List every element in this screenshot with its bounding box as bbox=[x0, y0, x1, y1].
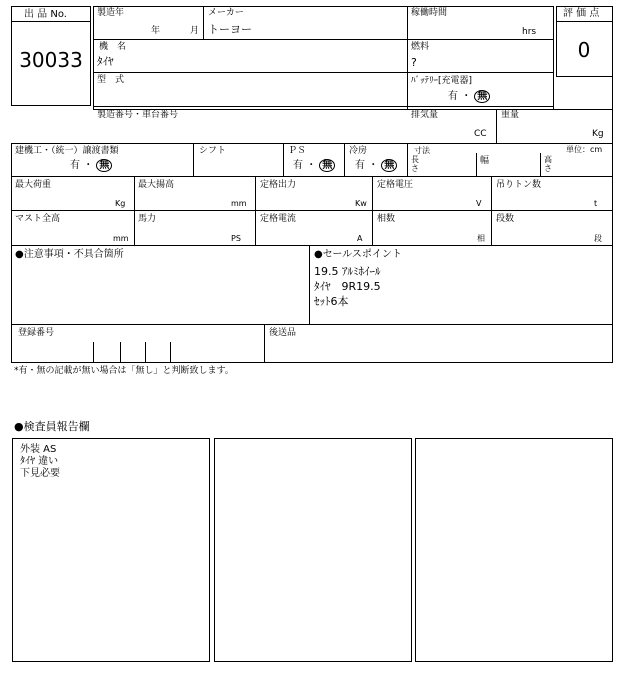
fuel-value: ? bbox=[411, 56, 417, 69]
rated-current-label: 定格電流 bbox=[260, 214, 297, 224]
mast-height-label: マスト全高 bbox=[15, 214, 61, 224]
steps-label: 段数 bbox=[496, 214, 515, 224]
cert-dot: ・ bbox=[83, 160, 94, 171]
lot-no-label: 出 品 No. bbox=[24, 9, 67, 20]
model-name-value: ﾀｲﾔ bbox=[97, 55, 114, 68]
cert-yes-no bbox=[70, 159, 112, 172]
sales-point-line-3: ｾｯﾄ6本 bbox=[314, 295, 349, 308]
weight-unit: Kg bbox=[592, 129, 604, 139]
cooler-dot: ・ bbox=[368, 160, 379, 171]
ps-yes-no bbox=[293, 159, 335, 172]
maker-label: メーカー bbox=[208, 8, 244, 18]
battery-dot: ・ bbox=[461, 91, 472, 102]
inspector-report-line-3: 下見必要 bbox=[20, 468, 60, 479]
dims-label: 寸法 bbox=[414, 146, 430, 155]
dims-unit: 単位：cm bbox=[566, 145, 603, 154]
rated-output-unit: Kw bbox=[355, 199, 367, 208]
year-unit: 年 bbox=[151, 26, 161, 36]
battery-no-circled: 無 bbox=[474, 90, 490, 103]
hours-unit: hrs bbox=[522, 27, 537, 37]
horsepower-label: 馬力 bbox=[138, 214, 157, 224]
hoist-ton-label: 吊りトン数 bbox=[496, 180, 542, 190]
inspector-report-line-1: 外装 AS bbox=[20, 444, 57, 455]
height-label: 高さ bbox=[544, 155, 552, 173]
inspector-report-line-2: ﾀｲﾔ 違い bbox=[20, 456, 59, 467]
rated-voltage-unit: V bbox=[476, 199, 482, 208]
hoist-ton-unit: t bbox=[594, 199, 598, 208]
phase-label: 相数 bbox=[377, 214, 396, 224]
phase-unit: 相 bbox=[477, 234, 485, 243]
ps-label: ＰＳ bbox=[288, 146, 307, 156]
rated-voltage-label: 定格電圧 bbox=[377, 180, 414, 190]
ps-yes: 有 bbox=[293, 160, 303, 171]
cooler-label: 冷房 bbox=[349, 146, 368, 156]
weight-label: 重量 bbox=[501, 110, 520, 120]
fuel-label: 燃料 bbox=[411, 42, 430, 52]
score-label: 評 価 点 bbox=[563, 8, 600, 19]
year-label: 製造年 bbox=[97, 8, 125, 18]
cooler-no-circled: 無 bbox=[381, 159, 397, 172]
model-type-label: 型 式 bbox=[97, 75, 125, 85]
score-value: 0 bbox=[577, 38, 591, 62]
cert-yes: 有 bbox=[70, 160, 80, 171]
footnote: *有・無の記載が無い場合は「無し」と判断致します。 bbox=[14, 366, 234, 376]
width-label: 幅 bbox=[480, 156, 490, 166]
mast-height-unit: mm bbox=[113, 234, 129, 243]
displacement-label: 排気量 bbox=[411, 110, 439, 120]
max-load-unit: Kg bbox=[115, 199, 126, 208]
max-load-label: 最大荷重 bbox=[15, 180, 52, 190]
registration-no-label: 登録番号 bbox=[18, 328, 55, 338]
shift-label: シフト bbox=[199, 146, 227, 156]
hours-label: 稼働時間 bbox=[411, 8, 448, 18]
max-lift-unit: mm bbox=[231, 199, 247, 208]
cert-label: 建機工・（統一）譲渡書類 bbox=[15, 146, 119, 156]
steps-unit: 段 bbox=[594, 234, 602, 243]
sales-point-label: ●セールスポイント bbox=[314, 249, 402, 260]
rated-output-label: 定格出力 bbox=[260, 180, 297, 190]
battery-yes-no bbox=[448, 90, 490, 103]
cert-no-circled: 無 bbox=[96, 159, 112, 172]
ps-dot: ・ bbox=[306, 160, 317, 171]
caution-label: ●注意事項・不具合箇所 bbox=[15, 249, 124, 260]
model-name-label: 機 名 bbox=[99, 42, 127, 52]
month-unit: 月 bbox=[190, 26, 200, 36]
sales-point-line-1: 19.5 ｱﾙﾐﾎｲｰﾙ bbox=[314, 265, 381, 278]
horsepower-unit: PS bbox=[231, 234, 241, 243]
inspector-report-title: ●検査員報告欄 bbox=[14, 420, 90, 433]
inspector-report-box-2 bbox=[214, 438, 412, 662]
cooler-yes-no bbox=[355, 159, 397, 172]
ps-no-circled: 無 bbox=[319, 159, 335, 172]
rated-current-unit: A bbox=[357, 234, 363, 243]
shipped-later-label: 後送品 bbox=[269, 328, 297, 338]
cooler-yes: 有 bbox=[355, 160, 365, 171]
sales-point-line-2: ﾀｲﾔ 9R19.5 bbox=[314, 280, 381, 293]
length-label: 長さ bbox=[411, 155, 419, 173]
battery-label: ﾊﾞｯﾃﾘｰ[充電器] bbox=[411, 76, 473, 86]
serial-label: 製造番号・車台番号 bbox=[97, 110, 179, 120]
inspector-report-box-3 bbox=[415, 438, 613, 662]
displacement-unit: CC bbox=[474, 129, 487, 139]
battery-yes: 有 bbox=[448, 91, 458, 102]
max-lift-label: 最大揚高 bbox=[138, 180, 175, 190]
lot-no-value: 30033 bbox=[19, 48, 83, 72]
maker-value: トーヨー bbox=[208, 23, 252, 36]
